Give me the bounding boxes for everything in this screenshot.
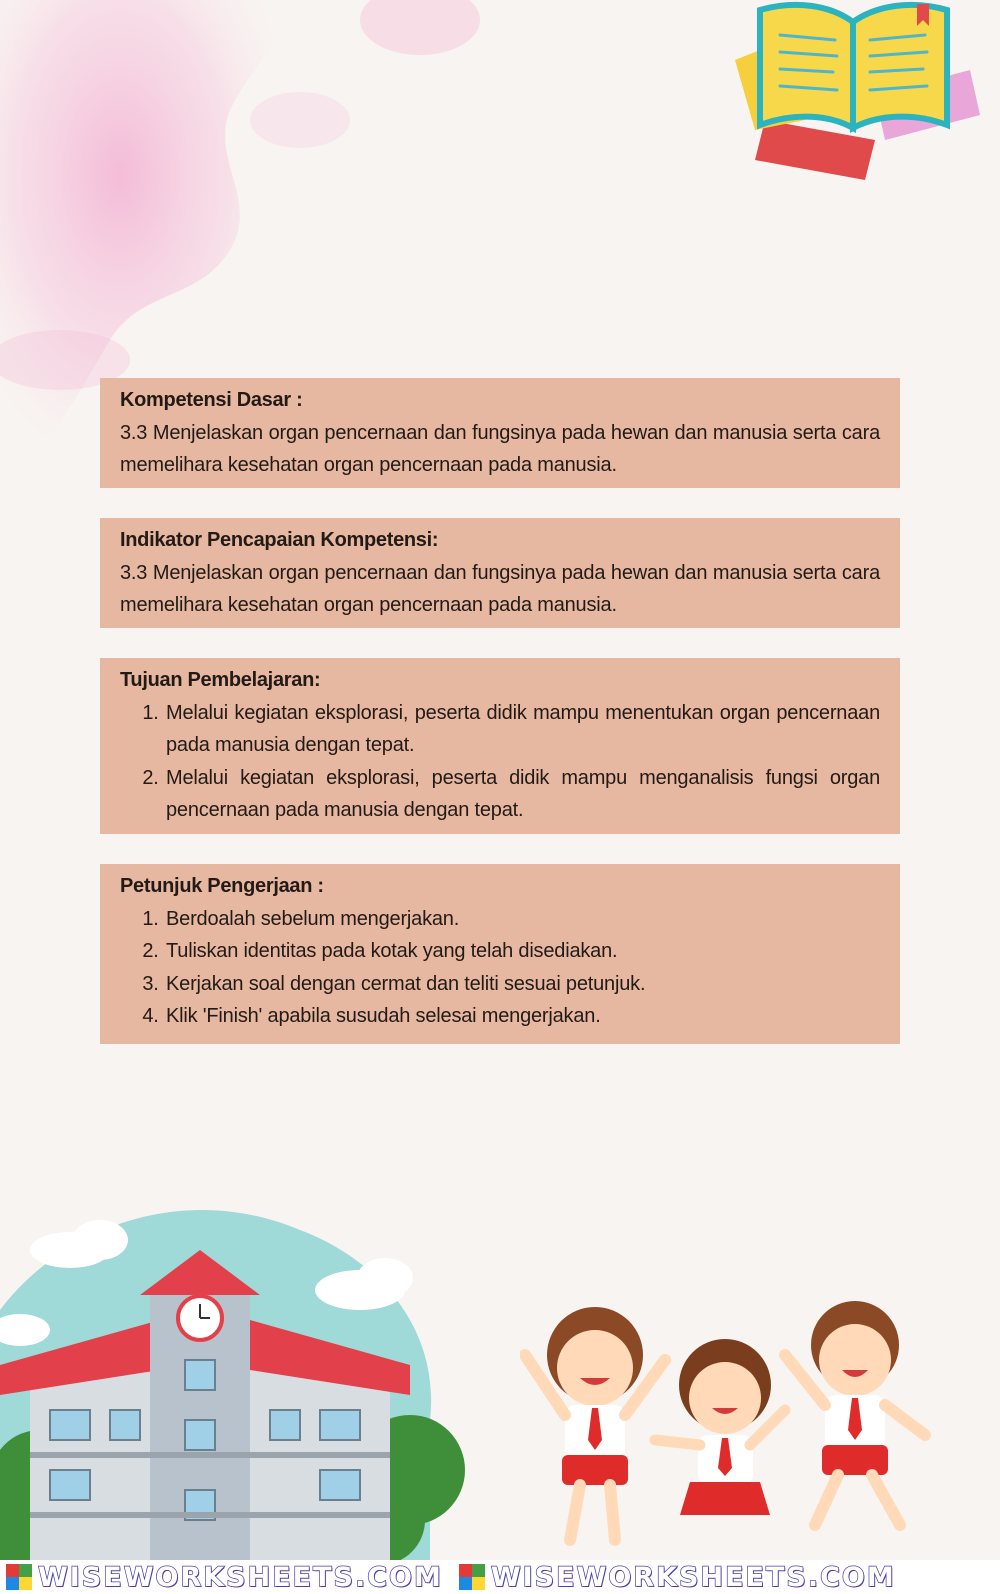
indikator-pencapaian-heading: Indikator Pencapaian Kompetensi: xyxy=(120,529,439,551)
wiseworksheets-logo-icon xyxy=(459,1564,485,1590)
list-item: 1. Berdoalah sebelum mengerjakan. xyxy=(164,903,880,936)
watermark xyxy=(6,1562,443,1593)
petunjuk-pengerjaan-card xyxy=(100,864,900,1044)
list-item: 2. Melalui kegiatan eksplorasi, peserta didik mampu menganalisis fungsi organ pencernaan pada manusia dengan tepat. xyxy=(164,762,880,827)
open-book-illustration xyxy=(725,0,985,185)
tujuan-pembelajaran-list xyxy=(120,697,880,827)
watermark-footer xyxy=(0,1560,1000,1594)
kompetensi-dasar-card xyxy=(100,378,900,488)
list-item: 4. Klik 'Finish' apabila susudah selesai mengerjakan. xyxy=(164,1000,880,1033)
watermark-text: WISEWORKSHEETS.COM xyxy=(490,1561,896,1593)
indikator-pencapaian-text: 3.3 Menjelaskan organ pencernaan dan fungsinya pada hewan dan manusia serta cara memelihara kesehatan organ pencernaan pada manusia. xyxy=(120,561,880,616)
list-item: 2. Tuliskan identitas pada kotak yang telah disediakan. xyxy=(164,935,880,968)
students-illustration xyxy=(520,1300,990,1560)
kompetensi-dasar-text: 3.3 Menjelaskan organ pencernaan dan fungsinya pada hewan dan manusia serta cara memelihara kesehatan organ pencernaan pada manusia. xyxy=(120,421,880,476)
petunjuk-pengerjaan-list xyxy=(120,903,880,1033)
petunjuk-pengerjaan-heading: Petunjuk Pengerjaan : xyxy=(120,875,324,897)
indikator-pencapaian-card xyxy=(100,518,900,628)
kompetensi-dasar-heading: Kompetensi Dasar : xyxy=(120,389,303,411)
wiseworksheets-logo-icon xyxy=(6,1564,32,1590)
tujuan-pembelajaran-heading: Tujuan Pembelajaran: xyxy=(120,669,321,691)
watermark-text: WISEWORKSHEETS.COM xyxy=(38,1561,443,1593)
watermark xyxy=(459,1562,896,1593)
school-building-illustration xyxy=(0,1190,470,1560)
tujuan-pembelajaran-card xyxy=(100,658,900,834)
list-item: 1. Melalui kegiatan eksplorasi, peserta didik mampu menentukan organ pencernaan pada manusia dengan tepat. xyxy=(164,697,880,762)
list-item: 3. Kerjakan soal dengan cermat dan teliti sesuai petunjuk. xyxy=(164,968,880,1001)
